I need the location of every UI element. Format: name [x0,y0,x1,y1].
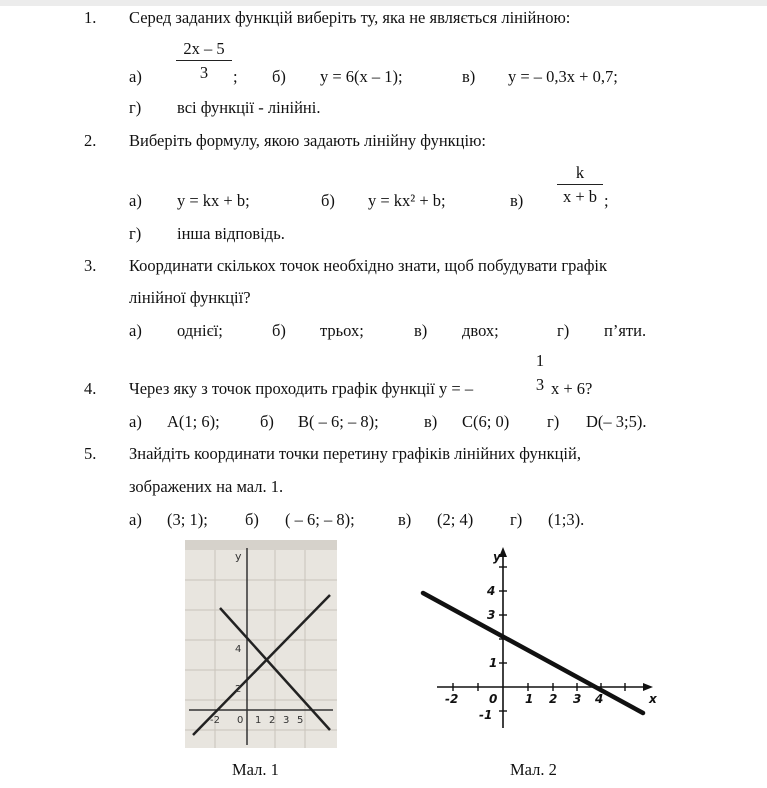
q1-option-a-label: а) [129,67,142,86]
fig2-x-tick-label: 0 [489,692,498,706]
q3-text-line2: лінійної функції? [129,288,251,307]
q5-number: 5. [84,444,97,463]
q2-number: 2. [84,131,97,150]
q3-option-a-text: однієї; [177,321,223,340]
q5-option-b-label: б) [245,510,259,529]
q3-option-c-text: двох; [462,321,499,340]
q4-text-after: x + 6? [551,379,593,398]
q5-option-b-text: ( – 6; – 8); [285,510,355,529]
fig2-x-tick-label: 4 [595,692,604,706]
q4-option-a-text: A(1; 6); [167,412,220,431]
q3-option-d-label: г) [557,321,570,340]
q2-option-d-text: інша відповідь. [177,224,285,243]
q3-text-line1: Координати скількох точок необхідно знати, щоб побудувати графік [129,256,608,275]
page-top-edge [0,0,767,6]
q2-text: Виберіть формулу, якою задають лінійну функцію: [129,131,486,150]
fig2-y-tick-label: -1 [479,708,493,722]
q4-option-a-label: а) [129,412,142,431]
q3-number: 3. [84,256,97,275]
q5-text-line2: зображених на мал. 1. [129,477,284,496]
q1-text: Серед заданих функцій виберіть ту, яка не являється лінійною: [129,8,571,27]
q2-option-b-label: б) [321,191,335,210]
q4-option-c-text: C(6; 0) [462,412,510,431]
figure-1-caption: Мал. 1 [232,760,279,779]
q5-option-c-label: в) [398,510,412,529]
q4-number: 4. [84,379,97,398]
fig1-tick-label: 3 [283,715,290,726]
fig2-x-tick-label: -2 [445,692,459,706]
q1-option-a-semicolon: ; [233,67,238,86]
q2-option-c-numerator: k [575,163,585,182]
fig1-tick-label: 4 [235,644,242,655]
fig1-tick-label: 1 [255,715,262,726]
fig2-y-tick-label: 1 [489,656,498,670]
q1-option-b-text: y = 6(x – 1); [320,67,403,86]
q1-option-c-text: y = – 0,3x + 0,7; [508,67,618,86]
q1-option-c-label: в) [462,67,476,86]
q4-text-before: Через яку з точок проходить графік функції y = – [129,379,474,398]
q4-fraction [533,351,547,395]
figure-1-graph [185,540,337,748]
fig2-y-label: y [493,550,501,564]
fig2-y-tick-label: 4 [487,584,496,598]
fig1-tick-label: 2 [269,715,276,726]
fraction-bar [557,184,603,185]
q5-text-line1: Знайдіть координати точки перетину графіків лінійних функцій, [129,444,581,463]
fig2-y-tick-label: 3 [487,608,496,622]
q5-option-a-label: а) [129,510,142,529]
fig1-tick-label: -2 [210,715,220,726]
figure-2-caption: Мал. 2 [510,760,557,779]
fig2-x-tick-label: 3 [573,692,582,706]
fig1-tick-label: 5 [297,715,304,726]
q4-option-b-text: B( – 6; – 8); [298,412,379,431]
q2-option-c-label: в) [510,191,524,210]
q4-option-b-label: б) [260,412,274,431]
q1-number: 1. [84,8,97,27]
fig1-tick-label: 0 [237,715,244,726]
q4-option-c-label: в) [424,412,438,431]
fig1-y-label: y [235,550,242,563]
q1-option-b-label: б) [272,67,286,86]
q5-option-d-label: г) [510,510,523,529]
q4-option-d-text: D(– 3;5). [586,412,647,431]
q1-option-d-label: г) [129,98,142,117]
q2-option-c-semicolon: ; [604,191,609,210]
q5-option-d-text: (1;3). [548,510,585,529]
q2-option-a-label: а) [129,191,142,210]
fig2-x-label: x [649,692,657,706]
q3-option-c-label: в) [414,321,428,340]
q1-option-a-fraction [176,39,232,83]
q1-option-a-denominator: 3 [199,63,209,82]
fraction-bar [176,60,232,61]
fig1-tick-label: 2 [235,684,242,695]
fraction-bar [533,372,547,373]
q4-fraction-numerator: 1 [535,351,545,370]
q1-option-a-numerator: 2x – 5 [183,39,225,58]
q2-option-c-fraction [557,163,603,207]
q2-option-a-text: y = kx + b; [177,191,250,210]
q2-option-d-label: г) [129,224,142,243]
q4-fraction-denominator: 3 [535,375,545,394]
fig2-x-tick-label: 1 [525,692,534,706]
q2-option-c-denominator: x + b [562,187,598,206]
q3-option-b-label: б) [272,321,286,340]
fig2-x-arrow-icon [643,683,653,691]
q3-option-a-label: а) [129,321,142,340]
q3-option-d-text: п’яти. [604,321,647,340]
q5-option-a-text: (3; 1); [167,510,208,529]
figure-2-graph [415,545,660,740]
q2-option-b-text: y = kx² + b; [368,191,446,210]
q5-option-c-text: (2; 4) [437,510,474,529]
q3-option-b-text: трьох; [320,321,364,340]
q1-option-d-text: всі функції - лінійні. [177,98,321,117]
q4-option-d-label: г) [547,412,560,431]
fig2-x-tick-label: 2 [549,692,558,706]
scan-header-noise [185,540,337,550]
